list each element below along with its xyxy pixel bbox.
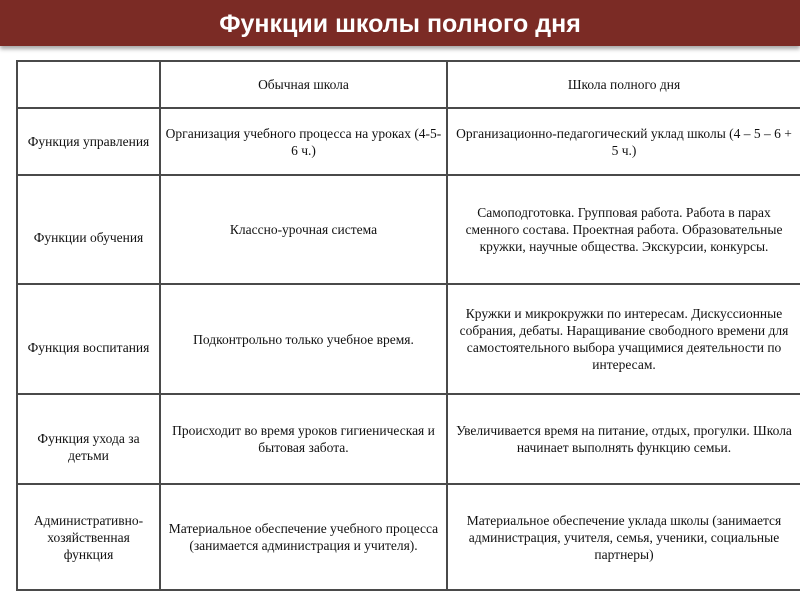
- full-day-school-cell: Увеличивается время на питание, отдых, прогулки. Школа начинает выполнять функцию семьи.: [447, 394, 800, 484]
- row-label: Административно-хозяйственная функция: [17, 484, 160, 590]
- full-day-school-cell: Организационно-педагогический уклад школы (4 – 5 – 6 + 5 ч.): [447, 108, 800, 175]
- table-row: [17, 394, 800, 484]
- regular-school-cell: Подконтрольно только учебное время.: [160, 284, 447, 394]
- slide-title-bar: [0, 0, 800, 46]
- full-day-school-cell: Кружки и микрокружки по интересам. Дискуссионные собрания, дебаты. Наращивание свободного времени для самостоятельного выбора учащимися деятельности по интересам.: [447, 284, 800, 394]
- table-row: [17, 284, 800, 394]
- full-day-school-cell: Материальное обеспечение уклада школы (занимается администрация, учителя, семья, ученики, социальные партнеры): [447, 484, 800, 590]
- regular-school-cell: Организация учебного процесса на уроках (4-5-6 ч.): [160, 108, 447, 175]
- table-row: [17, 108, 800, 175]
- comparison-table: [16, 60, 800, 591]
- table-row: [17, 484, 800, 590]
- slide-title: Функции школы полного дня: [219, 9, 581, 38]
- header-cell-empty: [17, 61, 160, 108]
- header-cell-regular-school: Обычная школа: [160, 61, 447, 108]
- regular-school-cell: Материальное обеспечение учебного процесса (занимается администрация и учителя).: [160, 484, 447, 590]
- row-label: Функция ухода за детьми: [17, 394, 160, 484]
- row-label: Функции обучения: [17, 175, 160, 284]
- table-header-row: [17, 61, 800, 108]
- row-label: Функция управления: [17, 108, 160, 175]
- regular-school-cell: Происходит во время уроков гигиеническая и бытовая забота.: [160, 394, 447, 484]
- table-row: [17, 175, 800, 284]
- row-label: Функция воспитания: [17, 284, 160, 394]
- regular-school-cell: Классно-урочная система: [160, 175, 447, 284]
- header-cell-full-day-school: Школа полного дня: [447, 61, 800, 108]
- full-day-school-cell: Самоподготовка. Групповая работа. Работа в парах сменного состава. Проектная работа. Образовательные кружки, научные общества. Экскурсии, конкурсы.: [447, 175, 800, 284]
